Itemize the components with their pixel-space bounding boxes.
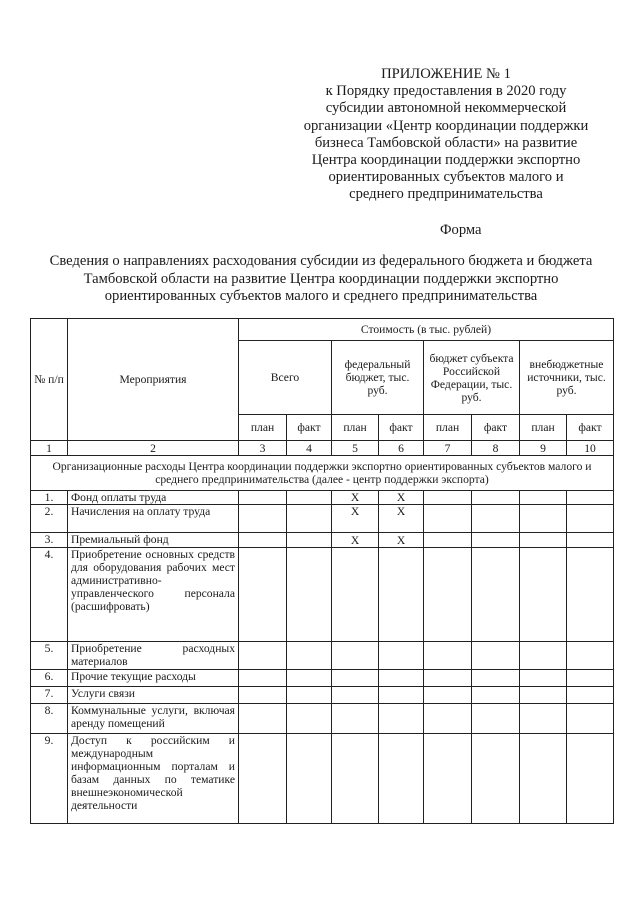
federal-fact-cell: X [379, 491, 424, 505]
regional-plan-cell [424, 734, 472, 824]
federal-plan-cell [332, 734, 379, 824]
row-name: Приобретение основных средств для оборудования рабочих мест административно-управленческого персонала (расшифровать) [68, 548, 239, 642]
total-fact-cell [287, 734, 332, 824]
row-num: 4. [31, 548, 68, 642]
header-cost: Стоимость (в тыс. рублей) [239, 319, 614, 341]
header-event: Мероприятия [68, 319, 239, 441]
federal-plan-cell [332, 687, 379, 704]
federal-plan-cell: X [332, 533, 379, 548]
title-line: Сведения о направлениях расходования субсидии из федерального бюджета и бюджета [49, 253, 593, 269]
header-fact: факт [287, 415, 332, 441]
header-plan: план [239, 415, 287, 441]
total-plan-cell [239, 491, 287, 505]
regional-fact-cell [472, 687, 520, 704]
federal-fact-cell [379, 734, 424, 824]
header-num: № п/п [31, 319, 68, 441]
regional-fact-cell [472, 533, 520, 548]
appendix-line: к Порядку предоставления в 2020 году [325, 83, 567, 100]
total-plan-cell [239, 687, 287, 704]
header-fact: факт [472, 415, 520, 441]
extra-fact-cell [567, 670, 614, 687]
table-row [31, 734, 614, 824]
table-row [31, 670, 614, 687]
federal-fact-cell: X [379, 505, 424, 533]
regional-fact-cell [472, 704, 520, 734]
total-fact-cell [287, 642, 332, 670]
federal-plan-cell [332, 704, 379, 734]
document-title [20, 253, 622, 306]
col-number: 10 [567, 441, 614, 456]
appendix-line: среднего предпринимательства [349, 186, 543, 203]
row-num: 8. [31, 704, 68, 734]
total-fact-cell [287, 533, 332, 548]
title-line: ориентированных субъектов малого и среднего предпринимательства [104, 288, 538, 305]
extra-fact-cell [567, 491, 614, 505]
col-number: 9 [520, 441, 567, 456]
regional-fact-cell [472, 670, 520, 687]
federal-plan-cell [332, 548, 379, 642]
extra-fact-cell [567, 505, 614, 533]
row-name: Приобретение расходных материалов [68, 642, 239, 670]
extra-plan-cell [520, 642, 567, 670]
table-row [31, 642, 614, 670]
appendix-line: субсидии автономной некоммерческой [325, 100, 567, 117]
extra-fact-cell [567, 704, 614, 734]
row-num: 2. [31, 505, 68, 533]
regional-fact-cell [472, 548, 520, 642]
col-number: 3 [239, 441, 287, 456]
federal-plan-cell: X [332, 491, 379, 505]
header-plan: план [332, 415, 379, 441]
federal-fact-cell: X [379, 533, 424, 548]
extra-plan-cell [520, 491, 567, 505]
row-name: Начисления на оплату труда [68, 505, 239, 533]
regional-plan-cell [424, 491, 472, 505]
row-num: 1. [31, 491, 68, 505]
table-row [31, 687, 614, 704]
federal-plan-cell [332, 642, 379, 670]
table-row [31, 548, 614, 642]
row-num: 3. [31, 533, 68, 548]
table-row [31, 533, 614, 548]
total-plan-cell [239, 642, 287, 670]
form-label: Форма [440, 222, 482, 238]
total-plan-cell [239, 734, 287, 824]
row-name: Премиальный фонд [68, 533, 239, 548]
col-number: 8 [472, 441, 520, 456]
extra-fact-cell [567, 734, 614, 824]
extra-plan-cell [520, 704, 567, 734]
total-fact-cell [287, 704, 332, 734]
regional-plan-cell [424, 533, 472, 548]
appendix-line: бизнеса Тамбовской области» на развитие [314, 134, 578, 151]
header-plan: план [424, 415, 472, 441]
row-num: 6. [31, 670, 68, 687]
header-regional: бюджет субъекта Российской Федерации, тыс. руб. [424, 341, 520, 415]
total-plan-cell [239, 670, 287, 687]
extra-fact-cell [567, 548, 614, 642]
regional-fact-cell [472, 505, 520, 533]
total-plan-cell [239, 704, 287, 734]
appendix-line: организации «Центр координации поддержки [303, 117, 589, 134]
appendix-line: Центра координации поддержки экспортно [311, 152, 581, 169]
col-number: 2 [68, 441, 239, 456]
extra-plan-cell [520, 670, 567, 687]
row-name: Фонд оплаты труда [68, 491, 239, 505]
header-plan: план [520, 415, 567, 441]
regional-fact-cell [472, 734, 520, 824]
total-fact-cell [287, 670, 332, 687]
federal-fact-cell [379, 670, 424, 687]
federal-fact-cell [379, 548, 424, 642]
col-number: 4 [287, 441, 332, 456]
extra-fact-cell [567, 533, 614, 548]
extra-plan-cell [520, 505, 567, 533]
table-row [31, 704, 614, 734]
total-fact-cell [287, 491, 332, 505]
table-row [31, 491, 614, 505]
header-fact: факт [379, 415, 424, 441]
row-name: Доступ к российским и международным информационным порталам и базам данных по тематике внешнеэкономической деятельности [68, 734, 239, 824]
regional-plan-cell [424, 642, 472, 670]
regional-plan-cell [424, 548, 472, 642]
extra-fact-cell [567, 642, 614, 670]
section-row: Организационные расходы Центра координации поддержки экспортно ориентированных субъектов малого и среднего предпринимательства (далее - центр поддержки экспорта) [31, 456, 614, 491]
extra-fact-cell [567, 687, 614, 704]
appendix-line: ориентированных субъектов малого и [328, 169, 564, 186]
extra-plan-cell [520, 687, 567, 704]
federal-fact-cell [379, 704, 424, 734]
col-number: 5 [332, 441, 379, 456]
total-fact-cell [287, 687, 332, 704]
total-plan-cell [239, 548, 287, 642]
header-fact: факт [567, 415, 614, 441]
row-num: 5. [31, 642, 68, 670]
federal-fact-cell [379, 642, 424, 670]
regional-plan-cell [424, 670, 472, 687]
extra-plan-cell [520, 548, 567, 642]
federal-plan-cell: X [332, 505, 379, 533]
total-plan-cell [239, 505, 287, 533]
regional-plan-cell [424, 505, 472, 533]
header-extrabudget: внебюджетные источники, тыс. руб. [520, 341, 614, 415]
expense-table [30, 318, 614, 824]
col-number: 6 [379, 441, 424, 456]
regional-plan-cell [424, 687, 472, 704]
header-total: Всего [239, 341, 332, 415]
row-name: Коммунальные услуги, включая аренду помещений [68, 704, 239, 734]
regional-fact-cell [472, 491, 520, 505]
regional-fact-cell [472, 642, 520, 670]
total-fact-cell [287, 548, 332, 642]
total-plan-cell [239, 533, 287, 548]
total-fact-cell [287, 505, 332, 533]
federal-fact-cell [379, 687, 424, 704]
appendix-block [300, 66, 592, 204]
appendix-line: ПРИЛОЖЕНИЕ № 1 [381, 66, 511, 82]
federal-plan-cell [332, 670, 379, 687]
col-number: 1 [31, 441, 68, 456]
col-number: 7 [424, 441, 472, 456]
regional-plan-cell [424, 704, 472, 734]
row-name: Услуги связи [68, 687, 239, 704]
extra-plan-cell [520, 734, 567, 824]
row-num: 7. [31, 687, 68, 704]
header-federal: федеральный бюджет, тыс. руб. [332, 341, 424, 415]
row-num: 9. [31, 734, 68, 824]
title-line: Тамбовской области на развитие Центра координации поддержки экспортно [83, 270, 559, 287]
table-row [31, 505, 614, 533]
extra-plan-cell [520, 533, 567, 548]
row-name: Прочие текущие расходы [68, 670, 239, 687]
